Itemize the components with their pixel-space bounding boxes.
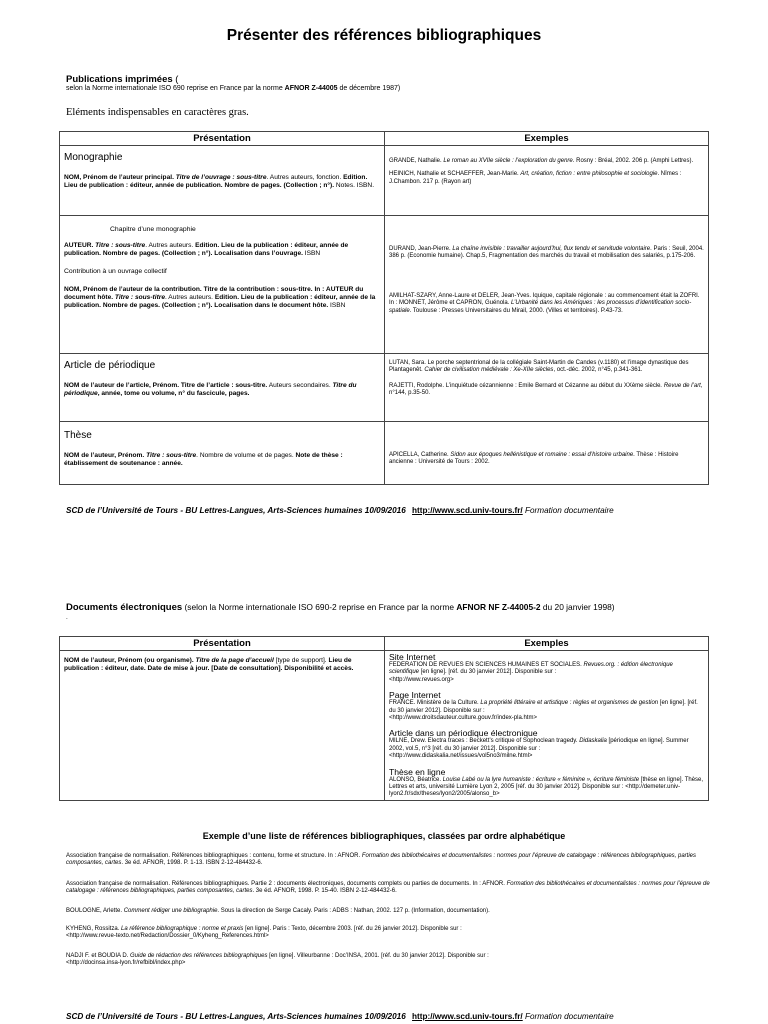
period-ex2-i: . Revue de l’art (660, 382, 701, 389)
footer-link[interactable]: http://www.scd.univ-tours.fr/ (412, 506, 523, 515)
article-b: [périodique en ligne]. Summer 2002, vol.5, n°3 [réf. du 30 janvier 2012]. Disponible sur : (389, 738, 689, 752)
mono-example-1 (389, 158, 704, 165)
list-heading: Exemple d’une liste de références bibliographiques, classées par ordre alphabétique (202, 831, 566, 841)
r4-c: <http://www.revue-texto.net/Redaction/Dossier_0/Kyheng_References.html> (66, 933, 269, 940)
footer-after: Formation documentaire (522, 1012, 614, 1021)
period-p-bold2: , année, tome ou volume, n° du fascicule, pages. (97, 390, 250, 397)
mono-p1-mid: . Autres auteurs, fonction. (266, 174, 344, 181)
page-title: Présenter des références bibliographiques (226, 27, 542, 44)
r5-c: <http://docinsa.insa-lyon.fr/refbibl/index.php> (66, 960, 186, 967)
period-example-2 (389, 383, 704, 398)
chap-example-2 (389, 293, 704, 315)
these-example (389, 452, 704, 467)
r1-b: . 3e éd. AFNOR, 1998. P. 1-13. ISBN 2-12-484432-6. (121, 860, 263, 867)
these-online-i: Louise Labé ou la lyre humaniste : écriture « féminine », écriture féministe (442, 776, 640, 783)
print-table (59, 131, 709, 485)
elec-p-bold2: Lieu de publication : éditeur, date. Date de mise à jour. [Date de consultation]. Disponibilité et accès. (64, 657, 354, 672)
print-norm-pre: selon la Norme internationale ISO 690 reprise en France par la norme (66, 85, 285, 92)
site-b: [en ligne]. [réf. du 30 janvier 2012]. Disponible sur : (419, 669, 557, 676)
row-chapitre (60, 216, 709, 354)
page-example (389, 700, 704, 722)
r4-i: La référence bibliographique : norme et praxis (121, 926, 244, 933)
coll-mid: . Autres auteurs. (165, 294, 215, 301)
period-ex2-b: , n°144, p.35-50. (389, 382, 703, 397)
article-i: Didaskalia (579, 738, 607, 745)
mono-p1-end: Notes. ISBN. (334, 182, 375, 189)
mono-ex2-i: Art, création, fiction : entre philosophie et sociologie (520, 171, 658, 178)
mono-ex1-b: . Rosny : Bréal, 2002. 206 p. (Amphi Lettres). (572, 158, 694, 164)
period-ex2-a: RAJETTI, Rodolphe. L’inquiétude cézannienne : Emile Bernard et Cézanne au début du XXème siècle (389, 382, 661, 389)
chap-ex1-i: La chaîne invisible : travailler aujourd’hui, flux tendu et servitude volontaire (452, 246, 651, 252)
r3-a: BOULOGNE, Arlette. (66, 907, 124, 914)
chap-ex2-a: AMILHAT-SZARY, Anne-Laure et DELER, Jean-Yves. Iquique, capitale régionale : au commencement était la ZOFRI. In : MONNET, Jérôme et CAPRON, Guénola. (389, 292, 700, 307)
page-i: La propriété littéraire et artistique : règles et organismes de gestion (480, 700, 659, 707)
these-online-a: ALONSO, Béatrice. (389, 776, 443, 783)
period-label: Article de périodique (64, 360, 156, 371)
row-monographie (60, 146, 709, 216)
r3-b: . Sous la direction de Serge Cacaly. Paris : ADBS : Nathan, 2002. 127 p. (Information, documentation). (217, 907, 490, 914)
these-p-bold: NOM de l’auteur, Prénom. (64, 452, 147, 459)
chap-p-mid: . Autres auteurs. (145, 242, 196, 249)
elec-col-presentation: Présentation (60, 637, 385, 651)
these-online-example (389, 777, 704, 799)
r4-a: KYHENG, Rossitza. (66, 926, 122, 933)
mono-label: Monographie (64, 152, 123, 163)
page-c: <http://www.droitsdauteur.culture.gouv.fr/index-pla.htm> (389, 715, 537, 722)
these-label: Thèse (64, 430, 92, 441)
r3-i: Comment rédiger une bibliographie (123, 907, 218, 914)
print-norm-post: de décembre 1987) (337, 85, 401, 92)
mono-p1-bold2: Edition. Lieu de publication : éditeur, année de publication. Nombre de pages. (Collection ; n°). (64, 174, 368, 189)
chap-ex1-b: . Paris : Seuil, 2004. 386 p. (Economie humaine). Chap.5, Fragmentation des marchés du travail et mobilisation des salariés, p.175-206. (389, 246, 704, 260)
these-online-label: Thèse en ligne (389, 766, 446, 777)
elec-row (60, 651, 709, 801)
these-p-bi: Titre : sous-titre (146, 452, 197, 459)
elec-col-exemples: Exemples (385, 637, 709, 651)
list-item (66, 853, 716, 868)
chap-p-bold: AUTEUR. (64, 242, 96, 249)
site-i2: . : édition électronique scientifique (389, 662, 673, 676)
elec-presentation (64, 657, 380, 673)
mono-ex1-i: Le roman au XVIIe siècle : l’exploration du genre (443, 158, 573, 164)
footer-bottom (66, 1012, 614, 1021)
footer-link[interactable]: http://www.scd.univ-tours.fr/ (412, 1012, 523, 1021)
these-ex-b: . Thèse : Histoire ancienne : Université de Tours : 2002. (389, 452, 679, 466)
reference-list (66, 853, 716, 974)
row-these (60, 422, 709, 485)
coll-end: ISBN (328, 302, 346, 309)
print-table-header (60, 132, 709, 146)
chap-example-1 (389, 246, 704, 261)
mono-p1-bolditalic: Titre de l’ouvrage : sous-titre (175, 174, 267, 181)
period-ex1-a: LUTAN, Sara. Le porche septentrional de la collégiale Saint-Martin de Candes (v.1180) et l’image dynastique des Plantagenêt. (389, 360, 689, 374)
chap-p-end: ISBN (302, 250, 321, 257)
list-item (66, 953, 716, 968)
r2-i: Formation des bibliothécaires et documentalistes : normes pour l’épreuve de catalogage : références bibliographiques, parties composantes, cartes (66, 880, 710, 895)
coll-bold: NOM, Prénom de l’auteur de la contribution. Titre de la contribution : sous-titre. In : AUTEUR du document hôte. (64, 286, 364, 301)
these-online-b: [thèse en ligne]. Thèse, Lettres et arts, université Lumière Lyon 2, 2005 [réf. du 30 janvier 2012]. Disponible sur : <http://demeter.univ-lyon2.fr/sdx/theses/lyon2/2005/alonso_b> (389, 776, 704, 798)
coll-bold2: Edition. Lieu de la publication : éditeur, année de la publication. Nombre de pages. (Collection ; n°). Localisation dans le document hôte. (64, 294, 376, 309)
these-p-mid: . Nombre de volume et de pages. (196, 452, 296, 459)
r2-b: . 3e éd. AFNOR, 1998. P. 15-40. ISBN 2-12-484432-6. (252, 888, 397, 895)
elec-norm-bold: AFNOR NF Z-44005-2 (456, 602, 541, 612)
coll-bi: Titre : sous-titre (114, 294, 165, 301)
elec-table-header (60, 637, 709, 651)
page-a: FRANCE. Ministère de la Culture. (389, 700, 481, 707)
article-example (389, 738, 704, 760)
chap-ex1-a: DURAND, Jean-Pierre. (389, 246, 453, 252)
page-label: Page Internet (389, 690, 441, 701)
site-label: Site Internet (389, 652, 436, 662)
footer-after: Formation documentaire (522, 506, 614, 515)
period-example-1 (389, 360, 704, 375)
r5-b: [en ligne]. Villeurbanne : Doc’INSA, 2001. [réf. du 30 janvier 2012]. Disponible sur : (267, 952, 489, 959)
mono-example-2 (389, 171, 704, 186)
elec-table (59, 636, 709, 801)
elec-p-bold: NOM de l’auteur, Prénom (ou organisme). (64, 657, 196, 664)
site-i: Revues.org (583, 662, 615, 668)
footer-top (66, 506, 614, 515)
print-note: Eléments indispensables en caractères gras. (66, 107, 249, 118)
r5-a: NADJI F. et BOUDIA D. (66, 952, 131, 959)
chap-ex2-b: . Toulouse : Presses Universitaires du Mirail, 2000. (Villes et territoires). P.43-73. (409, 307, 623, 314)
list-item (66, 908, 716, 915)
elec-norm-pre: (selon la Norme internationale ISO 690-2 reprise en France par la norme (182, 602, 457, 612)
r1-a: Association française de normalisation. Références bibliographiques : contenu, forme et structure. In : AFNOR. (66, 853, 362, 859)
page-b: [en ligne]. [réf. du 30 janvier 2012]. Disponible sur : (389, 700, 698, 714)
footer-text: SCD de l’Université de Tours - BU Lettres-Langues, Arts-Sciences humaines 10/09/2016 (66, 1012, 406, 1021)
site-example (389, 662, 704, 684)
site-a: FEDERATION DE REVUES EN SCIENCES HUMAINES ET SOCIALES. (389, 662, 584, 668)
chap-label: Chapitre d’une monographie (110, 226, 196, 233)
article-label: Article dans un périodique électronique (389, 728, 538, 739)
mono-ex1-a: GRANDE, Nathalie. (389, 158, 444, 164)
col-presentation: Présentation (60, 132, 385, 146)
elec-dot: . (66, 614, 68, 621)
print-heading-paren: ( (172, 74, 179, 85)
elec-heading: Documents électroniques (66, 602, 183, 613)
r5-i: Guide de rédaction des références bibliographiques (130, 952, 268, 959)
elec-heading-block (66, 602, 726, 613)
col-exemples: Exemples (385, 132, 709, 146)
period-ex1-i: Cahier de civilisation médiévale : Xe-XIIe siècles (424, 367, 554, 374)
r4-b: [en ligne]. Paris : Texto, décembre 2003. [réf. du 26 janvier 2012]. Disponible sur : (243, 926, 462, 933)
print-heading: Publications imprimées (66, 74, 173, 85)
list-item (66, 881, 716, 896)
elec-p-mid: [type de support]. (273, 657, 329, 664)
these-ex-a: APICELLA, Catherine. (389, 452, 451, 458)
footer-text: SCD de l’Université de Tours - BU Lettres-Langues, Arts-Sciences humaines 10/09/2016 (66, 506, 406, 515)
mono-p1-bold: NOM, Prénom de l’auteur principal. (64, 174, 176, 181)
elec-p-bi: Titre de la page d’accueil (195, 657, 274, 664)
these-p-bold2: Note de thèse : établissement de soutenance : année. (64, 452, 343, 467)
article-c: <http://www.didaskalia.net/issues/vol5no3/milne.html> (389, 753, 533, 760)
chap-p-bold2: Edition. Lieu de la publication : éditeur, année de publication. Nombre de pages. (Collection ; n°). Localisation dans l’ouvrage. (64, 242, 349, 257)
r2-a: Association française de normalisation. Références bibliographiques. Partie 2 : documents électroniques, documents complets ou parties de documents. In : AFNOR. (66, 880, 507, 887)
chap-p-bi: Titre : sous-titre (95, 242, 146, 249)
site-c: <http://www.revues.org> (389, 676, 454, 683)
chap-ex2-i: L’Urbanité dans les Amériques : les processus d’identification socio-spatiale (389, 300, 692, 314)
mono-ex2-b: . Nîmes : J.Chambon. 217 p. (Rayon art) (389, 171, 682, 185)
period-p-mid: Auteurs secondaires. (267, 382, 333, 389)
print-norm-bold: AFNOR Z-44005 (284, 85, 338, 92)
article-a: MILNE, Drew. Electra traces : Beckett’s critique of Sophoclean tragedy. (389, 738, 580, 745)
list-item (66, 926, 716, 941)
period-ex1-b: , oct.-déc. 2002, n°45, p.341-361. (553, 367, 643, 374)
mono-ex2-a: HEINICH, Nathalie et SCHAEFFER, Jean-Marie. (389, 171, 521, 178)
print-heading-block (66, 74, 716, 94)
elec-norm-post: du 20 janvier 1998) (540, 602, 615, 612)
these-ex-i: Sidon aux époques hellénistique et romaine : essai d’histoire urbaine (450, 452, 634, 458)
collectif-label: Contribution à un ouvrage collectif (64, 268, 167, 275)
period-p-bi: Titre du périodique (64, 382, 357, 397)
row-periodique (60, 354, 709, 422)
period-p-bold: NOM de l’auteur de l’article, Prénom. Titre de l’article : sous-titre. (64, 382, 268, 389)
r1-i: Formation des bibliothécaires et documentalistes : normes pour l’épreuve de catalogage : références bibliographiques, parties composantes, cartes (66, 853, 697, 867)
